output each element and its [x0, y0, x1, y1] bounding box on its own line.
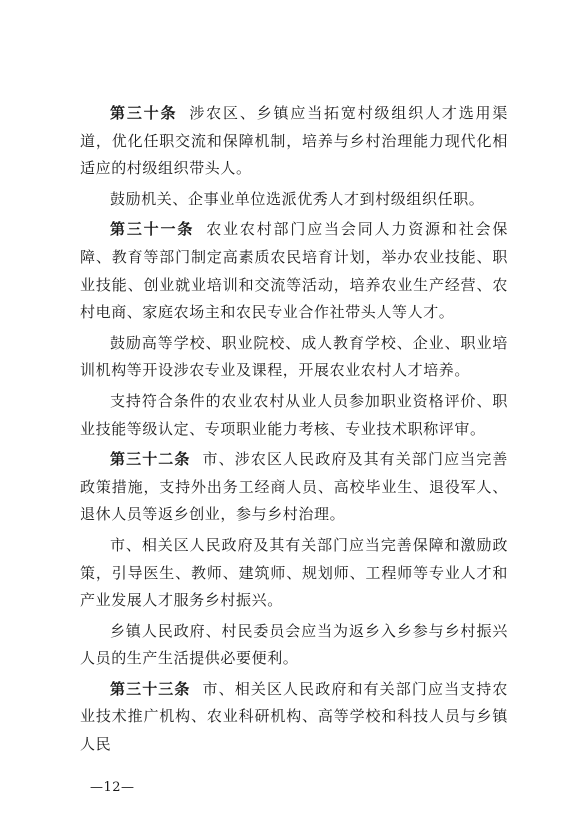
- article-32-number: 第三十二条: [110, 450, 191, 469]
- article-31-clause-3-text: 支持符合条件的农业农村从业人员参加职业资格评价、职业技能等级认定、专项职业能力考核、专业技术职称评审。: [80, 391, 508, 438]
- article-30-number: 第三十条: [110, 104, 178, 122]
- article-31-paragraph: [80, 216, 508, 326]
- article-31-clause-3: [80, 388, 508, 443]
- article-30-clause-2-text: 鼓励机关、企事业单位选派优秀人才到村级组织任职。: [110, 189, 485, 208]
- article-33-paragraph: [80, 676, 508, 759]
- article-32-text: 市、涉农区人民政府及其有关部门应当完善政策措施，支持外出务工经商人员、高校毕业生、退役军人、退休人员等返乡创业，参与乡村治理。: [80, 450, 508, 524]
- article-31-clause-2-text: 鼓励高等学校、职业院校、成人教育学校、企业、职业培训机构等开设涉农专业及课程，开展农业农村人才培养。: [80, 333, 508, 380]
- article-32-clause-3-text: 乡镇人民政府、村民委员会应当为返乡入乡参与乡村振兴人员的生产生活提供必要便利。: [80, 621, 508, 668]
- article-30-paragraph: [80, 100, 508, 183]
- article-33-text: 市、相关区人民政府和有关部门应当支持农业技术推广机构、农业科研机构、高等学校和科技人员与乡镇人民: [80, 679, 508, 754]
- article-30-clause-2: [80, 186, 508, 214]
- article-33-number: 第三十三条: [110, 679, 191, 698]
- article-31-number: 第三十一条: [110, 220, 195, 239]
- document-body: [80, 100, 508, 762]
- article-32-clause-2: [80, 532, 508, 615]
- article-32-clause-3: [80, 618, 508, 673]
- article-32-paragraph: [80, 446, 508, 529]
- article-31-clause-2: [80, 330, 508, 385]
- article-30-text: 涉农区、乡镇应当拓宽村级组织人才选用渠道，优化任职交流和保障机制，培养与乡村治理能力现代化相适应的村级组织带头人。: [80, 104, 508, 178]
- page-number: —12—: [90, 780, 135, 795]
- article-31-text: 农业农村部门应当会同人力资源和社会保障、教育等部门制定高素质农民培育计划，举办农业技能、职业技能、创业就业培训和交流等活动，培养农业生产经营、农村电商、家庭农场主和农民专业合作社带头人等人才。: [80, 220, 508, 322]
- article-32-clause-2-text: 市、相关区人民政府及其有关部门应当完善保障和激励政策，引导医生、教师、建筑师、规划师、工程师等专业人才和产业发展人才服务乡村振兴。: [80, 535, 508, 610]
